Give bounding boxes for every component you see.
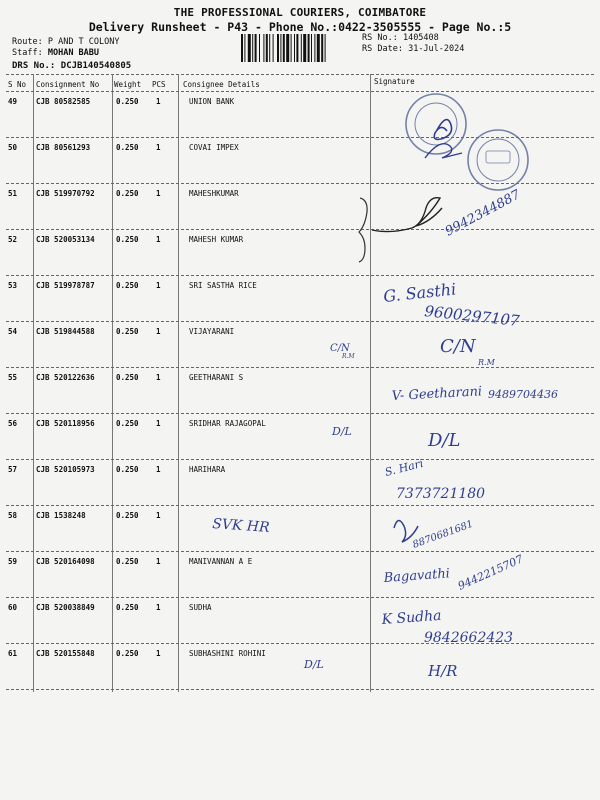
rs-number-label: RS No.: xyxy=(362,33,398,43)
header-bottom-rule xyxy=(6,91,594,92)
company-title: THE PROFESSIONAL COURIERS, COIMBATORE xyxy=(173,6,427,19)
row54-signature-mark: C/N xyxy=(440,336,476,357)
row-sno: 57 xyxy=(8,465,18,474)
staff-line xyxy=(12,48,99,58)
row60-phone-handwriting: 9842662423 xyxy=(424,630,514,646)
row-consignment-number: CJB 520122636 xyxy=(36,373,95,382)
row-weight: 0.250 xyxy=(116,327,139,336)
row-divider xyxy=(6,183,594,184)
row-consignee: VIJAYARANI xyxy=(189,327,235,336)
row-divider xyxy=(6,321,594,322)
row-sno: 60 xyxy=(8,603,18,612)
row-sno: 49 xyxy=(8,97,18,106)
row-divider xyxy=(6,137,594,138)
row61-signature-mark: H/R xyxy=(428,662,458,680)
row57-phone-handwriting: 7373721180 xyxy=(396,486,486,502)
col-header-pcs: PCS xyxy=(152,80,166,89)
row-divider xyxy=(6,643,594,644)
row60-name-handwriting: K Sudha xyxy=(381,607,442,628)
route-value: P AND T COLONY xyxy=(47,37,120,47)
row-sno: 55 xyxy=(8,373,18,382)
row-sno: 52 xyxy=(8,235,18,244)
row-consignment-number: CJB 80582585 xyxy=(36,97,91,106)
row-pcs: 1 xyxy=(156,419,161,428)
row-weight: 0.250 xyxy=(116,143,139,152)
row-pcs: 1 xyxy=(156,603,161,612)
runsheet-subtitle: Delivery Runsheet - P43 - Phone No.:0422-3505555 - Page No.:5 xyxy=(88,20,512,34)
row55-name-handwriting: V- Geetharani xyxy=(391,384,483,404)
row-consignee: SUBHASHINI ROHINI xyxy=(189,649,266,658)
bank-stamp xyxy=(406,94,528,190)
row-sno: 53 xyxy=(8,281,18,290)
row-consignment-number: CJB 520164098 xyxy=(36,557,95,566)
row-weight: 0.250 xyxy=(116,235,139,244)
row-divider xyxy=(6,505,594,506)
row-pcs: 1 xyxy=(156,189,161,198)
row-pcs: 1 xyxy=(156,373,161,382)
row-weight: 0.250 xyxy=(116,373,139,382)
row-pcs: 1 xyxy=(156,143,161,152)
column-divider xyxy=(370,74,371,692)
row-divider xyxy=(6,597,594,598)
row-consignee: MANIVANNAN A E xyxy=(189,557,253,566)
row-weight: 0.250 xyxy=(116,511,139,520)
staff-value: MOHAN BABU xyxy=(47,48,100,58)
row-divider xyxy=(6,229,594,230)
row-consignee: SRIDHAR RAJAGOPAL xyxy=(189,419,266,428)
col-header-consignee: Consignee Details xyxy=(183,80,260,89)
staff-label: Staff: xyxy=(12,48,43,58)
row-divider xyxy=(6,275,594,276)
row59-phone-handwriting: 9442215707 xyxy=(455,552,526,593)
row-sno: 59 xyxy=(8,557,18,566)
row56-signature-mark: D/L xyxy=(428,430,461,451)
col-header-signature: Signature xyxy=(374,77,415,86)
row-consignee: COVAI IMPEX xyxy=(189,143,239,152)
column-divider xyxy=(33,74,34,692)
route-line xyxy=(12,37,120,47)
row-divider xyxy=(6,413,594,414)
header-top-rule xyxy=(6,74,594,75)
row-sno: 56 xyxy=(8,419,18,428)
row-divider xyxy=(6,551,594,552)
row-weight: 0.250 xyxy=(116,189,139,198)
rs-date-line xyxy=(362,44,464,54)
row55-phone-handwriting: 9489704436 xyxy=(488,388,558,401)
row-consignee: UNION BANK xyxy=(189,97,235,106)
row-weight: 0.250 xyxy=(116,465,139,474)
row-consignee: MAHESH KUMAR xyxy=(189,235,244,244)
row59-name-handwriting: Bagavathi xyxy=(383,566,451,586)
row-pcs: 1 xyxy=(156,235,161,244)
column-divider xyxy=(178,74,179,692)
row-consignment-number: CJB 520038849 xyxy=(36,603,95,612)
drs-line xyxy=(12,61,131,71)
row-weight: 0.250 xyxy=(116,97,139,106)
row-consignment-number: CJB 80561293 xyxy=(36,143,91,152)
row-consignment-number: CJB 519970792 xyxy=(36,189,95,198)
row-consignee: MAHESHKUMAR xyxy=(189,189,239,198)
row-consignment-number: CJB 520105973 xyxy=(36,465,95,474)
row-sno: 51 xyxy=(8,189,18,198)
row61-margin-mark: D/L xyxy=(304,658,324,671)
row-weight: 0.250 xyxy=(116,649,139,658)
row-pcs: 1 xyxy=(156,281,161,290)
row56-margin-mark: D/L xyxy=(332,425,352,438)
row-consignment-number: CJB 519978787 xyxy=(36,281,95,290)
row-consignment-number: CJB 520118956 xyxy=(36,419,95,428)
row-weight: 0.250 xyxy=(116,603,139,612)
row58-phone-handwriting: 8870681681 xyxy=(411,518,475,551)
row-consignment-number: CJB 1538248 xyxy=(36,511,86,520)
row-consignment-number: CJB 520155848 xyxy=(36,649,95,658)
column-divider xyxy=(112,74,113,692)
row-pcs: 1 xyxy=(156,97,161,106)
row-consignment-number: CJB 519844588 xyxy=(36,327,95,336)
row51-phone-handwriting: 9942344887 xyxy=(442,187,523,240)
col-header-consignment: Consignment No xyxy=(36,80,100,89)
row54-margin-mark: C/N xyxy=(330,343,350,354)
rs-number-value: 1405408 xyxy=(402,33,439,43)
row-pcs: 1 xyxy=(156,557,161,566)
row-pcs: 1 xyxy=(156,465,161,474)
row-consignee: SRI SASTHA RICE xyxy=(189,281,257,290)
row-consignee: GEETHARANI S xyxy=(189,373,244,382)
row-pcs: 1 xyxy=(156,327,161,336)
rs-date-value: 31-Jul-2024 xyxy=(408,44,465,54)
barcode xyxy=(240,34,355,62)
row53-name-handwriting: G. Sasthi xyxy=(382,279,457,306)
row-weight: 0.250 xyxy=(116,419,139,428)
row-consignee: HARIHARA xyxy=(189,465,226,474)
row58-signature xyxy=(394,520,418,542)
row-sno: 50 xyxy=(8,143,18,152)
row-divider xyxy=(6,459,594,460)
rows51-52-bracket xyxy=(359,198,367,262)
col-header-sno: S No xyxy=(8,80,27,89)
col-header-weight: Weight xyxy=(114,80,142,89)
row-sno: 58 xyxy=(8,511,18,520)
row-divider xyxy=(6,689,594,690)
row53-phone-handwriting: 9600297107 xyxy=(423,302,521,330)
row58-margin-mark: SVK HR xyxy=(211,516,271,536)
rs-date-label: RS Date: xyxy=(362,44,403,54)
rows51-52-signature xyxy=(372,198,442,232)
drs-value: DCJB140540805 xyxy=(60,61,132,71)
row54-signature-sub: R.M xyxy=(478,358,495,367)
row-consignee: SUDHA xyxy=(189,603,212,612)
row-consignment-number: CJB 520053134 xyxy=(36,235,95,244)
row-weight: 0.250 xyxy=(116,557,139,566)
row50-signature xyxy=(425,144,462,158)
row-pcs: 1 xyxy=(156,649,161,658)
row-weight: 0.250 xyxy=(116,281,139,290)
row-sno: 54 xyxy=(8,327,18,336)
row57-name-handwriting: S. Hari xyxy=(383,456,425,479)
row-pcs: 1 xyxy=(156,511,161,520)
row-divider xyxy=(6,367,594,368)
rs-number-line xyxy=(362,33,439,43)
drs-label: DRS No.: xyxy=(12,61,56,71)
row-sno: 61 xyxy=(8,649,18,658)
route-label: Route: xyxy=(12,37,43,47)
row54-margin-sub: R.M xyxy=(342,353,355,360)
